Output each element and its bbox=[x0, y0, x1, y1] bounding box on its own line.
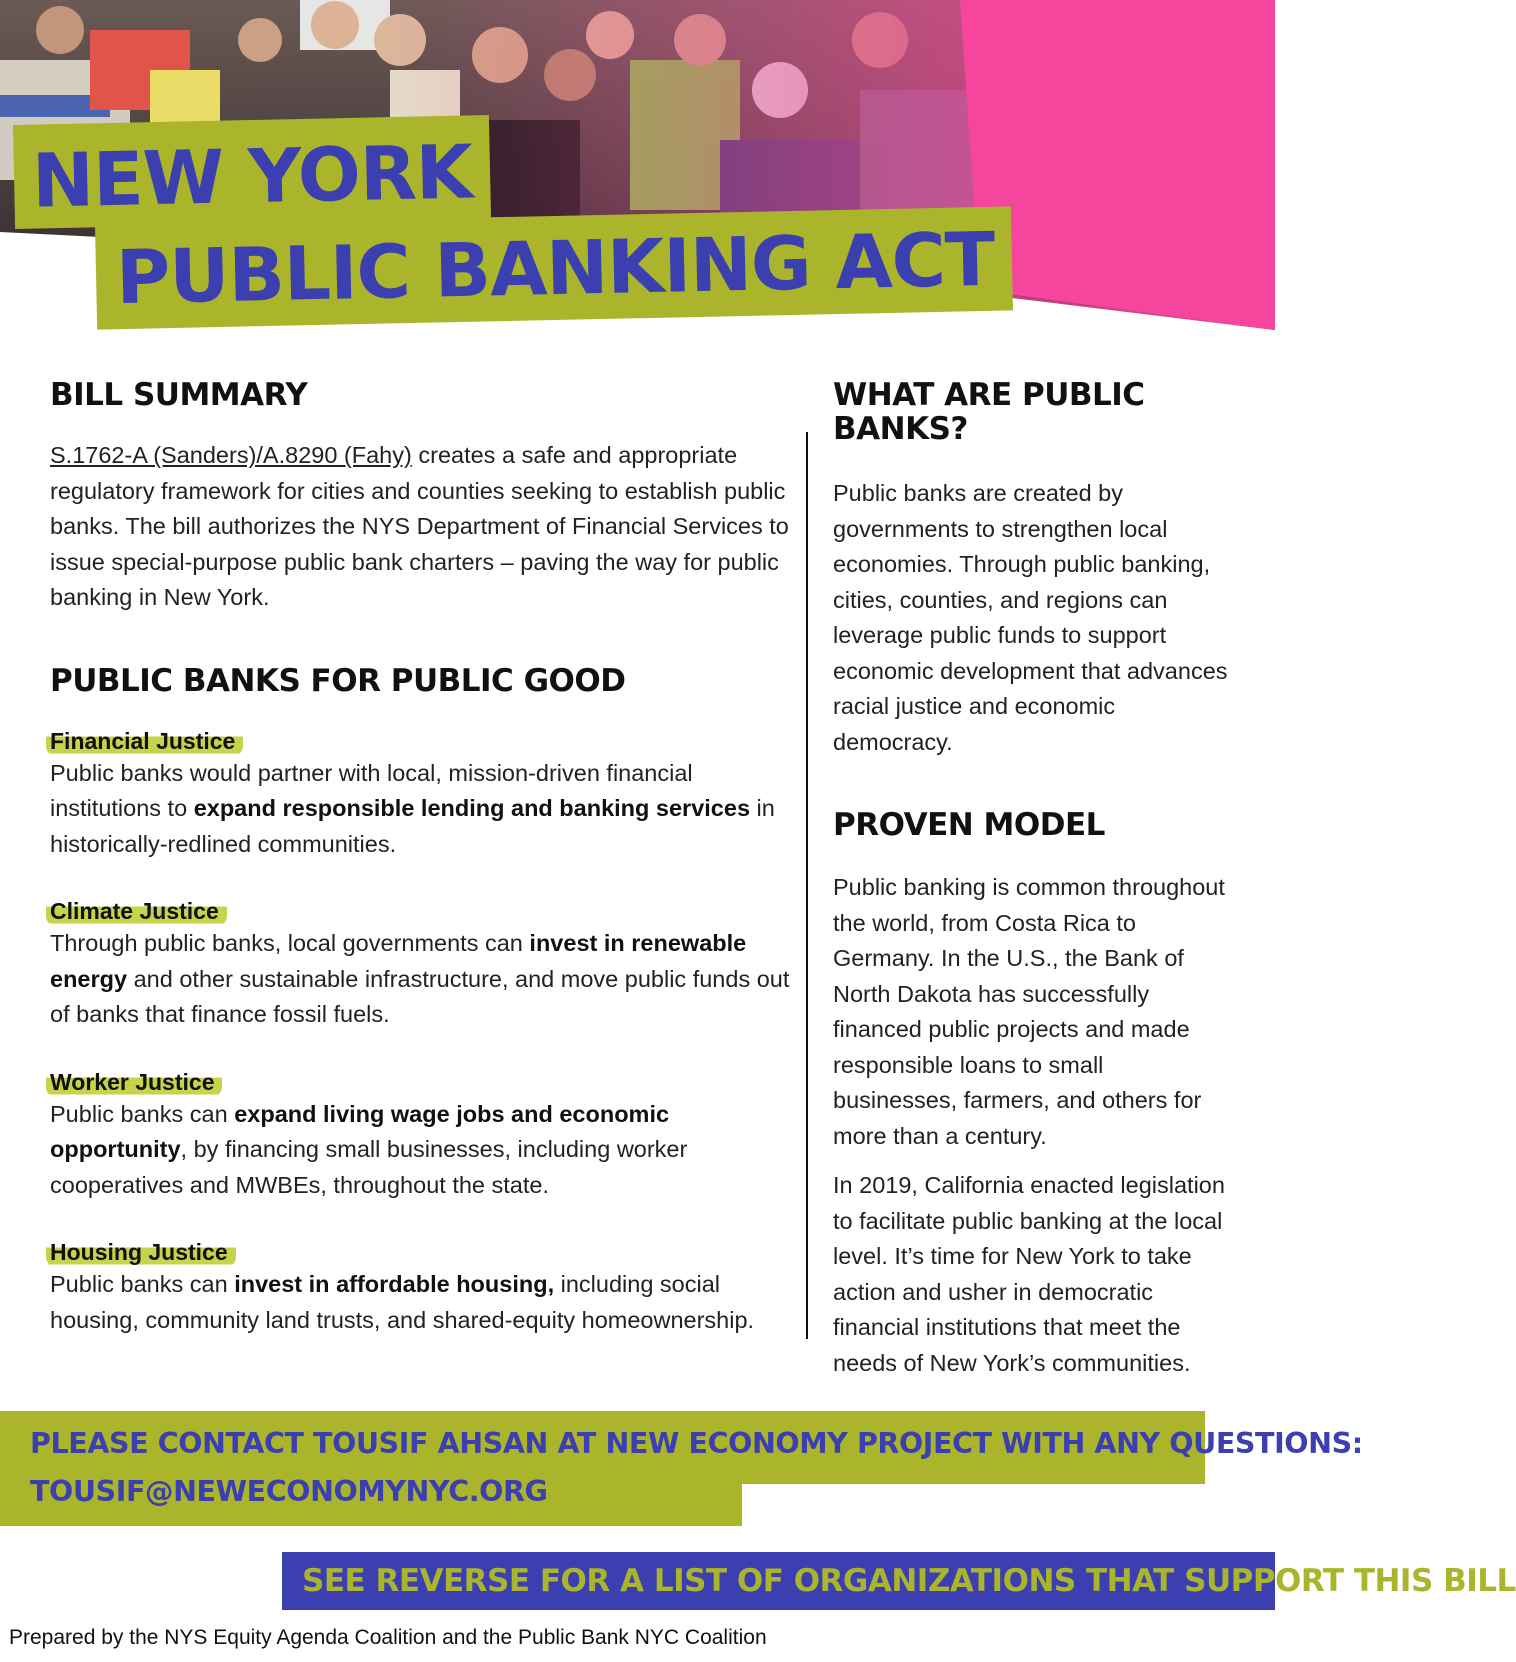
worker-justice-text: Public banks can expand living wage jobs and economic opportunity, by financing small businesses, including worker cooperatives and MWBEs, throughout the state. bbox=[50, 1100, 688, 1198]
what-are-public-banks-heading: WHAT ARE PUBLIC BANKS? bbox=[833, 377, 1145, 448]
title-line-2: PUBLIC BANKING ACT bbox=[95, 206, 1013, 329]
column-divider bbox=[806, 432, 808, 1339]
what-are-public-banks-text: Public banks are created by governments to strengthen local economies. Through public banking, cities, counties, and regions can leverage public funds to support economic development that advances racial justice and economic democracy. bbox=[833, 480, 1228, 755]
prepared-by-footer: Prepared by the NYS Equity Agenda Coalition and the Public Bank NYC Coalition bbox=[9, 1626, 767, 1649]
bill-summary-body: creates a safe and appropriate regulatory framework for cities and counties seeking to establish public banks. The bill authorizes the NYS Department of Financial Services to issue special-purpose public bank charters – paving the way for public banking in New York. bbox=[50, 442, 789, 611]
financial-justice-block bbox=[50, 726, 790, 863]
climate-justice-text: Through public banks, local governments can invest in renewable energy and other sustainable infrastructure, and move public funds out of banks that finance fossil fuels. bbox=[50, 930, 790, 1028]
financial-justice-text: Public banks would partner with local, mission-driven financial institutions to expand responsible lending and banking services in historically-redlined communities. bbox=[50, 759, 775, 857]
contact-text bbox=[30, 1420, 1363, 1516]
bill-summary-text bbox=[50, 438, 790, 616]
housing-justice-label: Housing Justice bbox=[46, 1237, 236, 1267]
proven-model-heading: PROVEN MODEL bbox=[833, 807, 1105, 844]
bill-reference-link[interactable]: S.1762-A (Sanders)/A.8290 (Fahy) bbox=[50, 442, 412, 469]
public-good-heading: PUBLIC BANKS FOR PUBLIC GOOD bbox=[50, 662, 626, 699]
contact-line-1: PLEASE CONTACT TOUSIF AHSAN AT NEW ECONOMY PROJECT WITH ANY QUESTIONS: bbox=[30, 1427, 1363, 1460]
title-line-1: NEW YORK bbox=[13, 115, 491, 229]
financial-justice-label: Financial Justice bbox=[46, 726, 243, 756]
climate-justice-block bbox=[50, 896, 790, 1033]
proven-model-text-1: Public banking is common throughout the world, from Costa Rica to Germany. In the U.S., the Bank of North Dakota has successfully financed public projects and made responsible loans to small businesses, farmers, and others for more than a century. bbox=[833, 874, 1225, 1149]
housing-justice-block bbox=[50, 1237, 790, 1338]
climate-justice-label: Climate Justice bbox=[46, 896, 227, 926]
bill-summary-heading: BILL SUMMARY bbox=[50, 377, 308, 413]
housing-justice-text: Public banks can invest in affordable housing, including social housing, community land trusts, and shared-equity homeownership. bbox=[50, 1271, 755, 1333]
reverse-text: SEE REVERSE FOR A LIST OF ORGANIZATIONS THAT SUPPORT THIS BILL bbox=[302, 1563, 1516, 1599]
right-column bbox=[833, 378, 1233, 1381]
left-column bbox=[50, 378, 790, 1338]
contact-email-link[interactable]: TOUSIF@NEWECONOMYNYC.ORG bbox=[30, 1475, 548, 1508]
worker-justice-block bbox=[50, 1067, 790, 1204]
worker-justice-label: Worker Justice bbox=[46, 1067, 222, 1097]
proven-model-text-2: In 2019, California enacted legislation to facilitate public banking at the local level. It’s time for New York to take action and usher in democratic financial institutions that meet the needs of New York’s communities. bbox=[833, 1172, 1225, 1376]
